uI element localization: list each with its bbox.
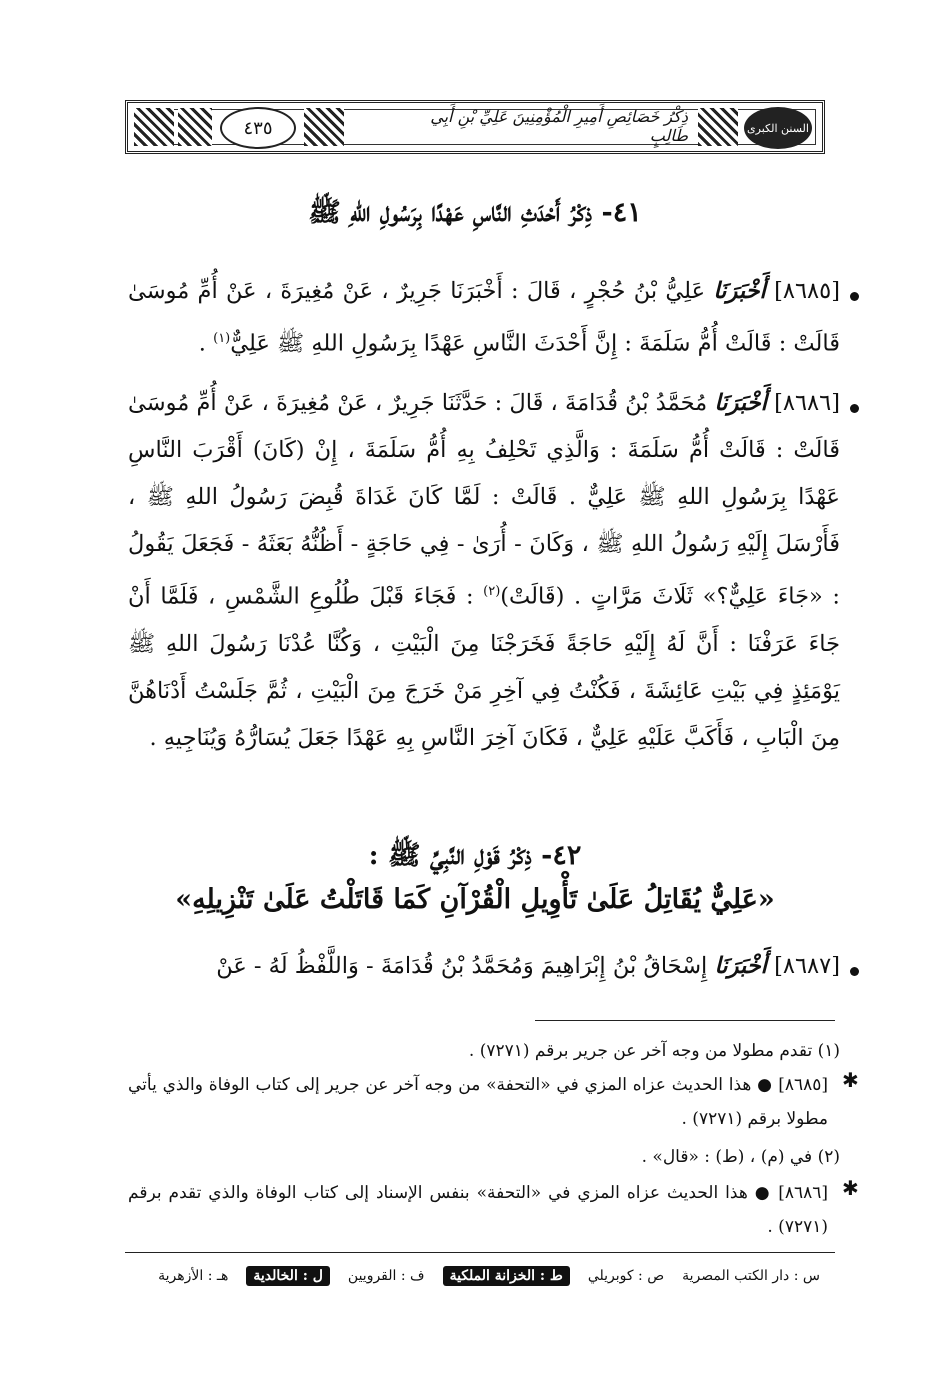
hadith-8687 xyxy=(128,943,840,991)
hadith-text: إِسْحَاقُ بْنُ إِبْرَاهِيمَ وَمُحَمَّدُ بْنُ قُدَامَةَ - وَاللَّفْظُ لَهُ - عَنْ xyxy=(216,953,708,979)
book-logo: السنن الكبرى xyxy=(744,107,812,149)
ornament-left-2 xyxy=(178,108,212,146)
hadith-number: [٨٦٨٦] xyxy=(774,390,840,416)
legend-f: ف : القرويين xyxy=(347,1268,425,1284)
bullet-8685 xyxy=(850,292,859,301)
footnote-1: (١) تقدم مطولا من وجه آخر عن جرير برقم (٧٢٧١) . xyxy=(468,1041,840,1061)
hadith-text-part-1: مُحَمَّدُ بْنُ قُدَامَةَ ، قَالَ : حَدَّثَنَا جَرِيرٌ ، عَنْ مُغِيرَةَ ، عَنْ أُمِّ مُوسَىٰ قَالَتْ : قَالَتْ أُمُّ سَلَمَةَ : وَالَّذِي تَحْلِفُ بِهِ أُمُّ سَلَمَةَ ، إِنْ (كَانَ) أَقْرَبَ النَّاسِ عَهْدًا بِرَسُولِ اللهِ ﷺ عَلِيٌّ . قَالَتْ : لَمَّا كَانَ غَدَاةَ قُبِضَ رَسُولُ اللهِ ﷺ ، فَأَرْسَلَ إِلَيْهِ رَسُولُ اللهِ ﷺ ، وَكَانَ - أُرَىٰ - فِي حَاجَةٍ - أَظُنُّهُ بَعَثَهُ - فَجَعَلَ يَقُولُ : «جَاءَ عَلِيٌّ؟» ثَلَاثَ مَرَّاتٍ . (قَالَتْ) xyxy=(128,390,840,610)
legend-l: ل : الخالدية xyxy=(246,1266,330,1286)
footnote-separator xyxy=(535,1020,835,1021)
running-title: ذِكْرُ خَصَائِصِ أَمِيرِ الْمُؤْمِنِينَ عَلِيِّ بْنِ أَبِي طَالِبٍ xyxy=(430,107,688,145)
footnote-mark-2: (٢) xyxy=(483,584,501,599)
hadith-number: [٨٦٨٥] xyxy=(774,278,840,304)
akhbarana: أَخْبَرَنَا xyxy=(714,390,767,416)
hadith-text: عَلِيُّ بْنُ حُجْرٍ ، قَالَ : أَخْبَرَنَا جَرِيرٌ ، عَنْ مُغِيرَةَ ، عَنْ أُمِّ مُوسَىٰ قَالَتْ : قَالَتْ أُمُّ سَلَمَةَ : إِنَّ أَحْدَثَ النَّاسِ عَهْدًا بِرَسُولِ اللهِ ﷺ عَلِيٌّ xyxy=(128,278,840,357)
legend-h: هـ : الأزهرية xyxy=(158,1268,229,1284)
legend-ss: ص : كوبريلي xyxy=(587,1268,665,1284)
ornament-mid-right xyxy=(698,108,738,146)
note-8686 xyxy=(128,1176,828,1244)
note-8685 xyxy=(128,1068,828,1136)
ornament-mid-left xyxy=(304,108,344,146)
bottom-separator xyxy=(125,1252,835,1253)
section-41-heading: ٤١- ذِكْرُ أَحْدَثِ النَّاسِ عَهْدًا بِرَسُولِ اللهِ ﷺ xyxy=(308,197,642,228)
note-text: هذا الحديث عزاه المزي في «التحفة» بنفس الإسناد إلى كتاب الوفاة والذي تقدم برقم (٧٢٧١) . xyxy=(128,1183,828,1237)
page-number: ٤٣٥ xyxy=(220,107,296,149)
hadith-end: . xyxy=(198,330,214,357)
legend-s: س : دار الكتب المصرية xyxy=(682,1268,820,1284)
footnote-mark-1: (١) xyxy=(213,331,231,346)
asterisk-icon: ✱ xyxy=(842,1176,859,1200)
bullet-8686 xyxy=(850,404,859,413)
manuscript-legend xyxy=(140,1262,820,1290)
page-header xyxy=(125,100,825,154)
bullet-8687 xyxy=(850,967,859,976)
hadith-number: [٨٦٨٧] xyxy=(774,953,840,979)
footnote-2: (٢) في (م) ، (ط) : «قال» . xyxy=(641,1147,840,1167)
section-42-heading-line-1: ٤٢- ذِكْرُ قَوْلِ النَّبِيِّ ﷺ : xyxy=(368,840,582,871)
section-42-heading-line-2: «عَلِيٌّ يُقَاتِلُ عَلَىٰ تَأْوِيلِ الْقُرْآنِ كَمَا قَاتَلْتُ عَلَىٰ تَنْزِيلِهِ» xyxy=(175,884,775,915)
note-text: هذا الحديث عزاه المزي في «التحفة» من وجه آخر عن جرير إلى كتاب الوفاة والذي يأتي مطولا برقم (٧٢٧١) . xyxy=(128,1075,828,1129)
note-bullet-icon: ● xyxy=(747,1183,772,1203)
note-number: [٨٦٨٥] xyxy=(778,1075,828,1095)
legend-t: ط : الخزانة الملكية xyxy=(443,1266,570,1286)
hadith-8685 xyxy=(128,268,840,364)
akhbarana: أَخْبَرَنَا xyxy=(714,953,767,979)
hadith-8686 xyxy=(128,380,840,800)
asterisk-icon: ✱ xyxy=(842,1068,859,1092)
note-bullet-icon: ● xyxy=(751,1075,773,1095)
note-number: [٨٦٨٦] xyxy=(778,1183,828,1203)
ornament-left xyxy=(134,108,174,146)
hadith-text-part-2: : فَجَاءَ قَبْلَ طُلُوعِ الشَّمْسِ ، فَلَمَّا أَنْ جَاءَ عَرَفْنَا : أَنَّ لَهُ إِلَيْهِ حَاجَةً فَخَرَجْنَا مِنَ الْبَيْتِ ، وَكُنَّا عُدْنَا رَسُولَ اللهِ ﷺ يَوْمَئِذٍ فِي بَيْتِ عَائِشَةَ ، فَكُنْتُ فِي آخِرِ مَنْ خَرَجَ مِنَ الْبَيْتِ ، ثُمَّ جَلَسْتُ أَدْنَاهُنَّ مِنَ الْبَابِ ، فَأَكَبَّ عَلَيْهِ عَلِيٌّ ، فَكَانَ آخِرَ النَّاسِ بِهِ عَهْدًا جَعَلَ يُسَارُّهُ وَيُنَاجِيهِ . xyxy=(128,583,840,751)
akhbarana: أَخْبَرَنَا xyxy=(713,278,766,304)
